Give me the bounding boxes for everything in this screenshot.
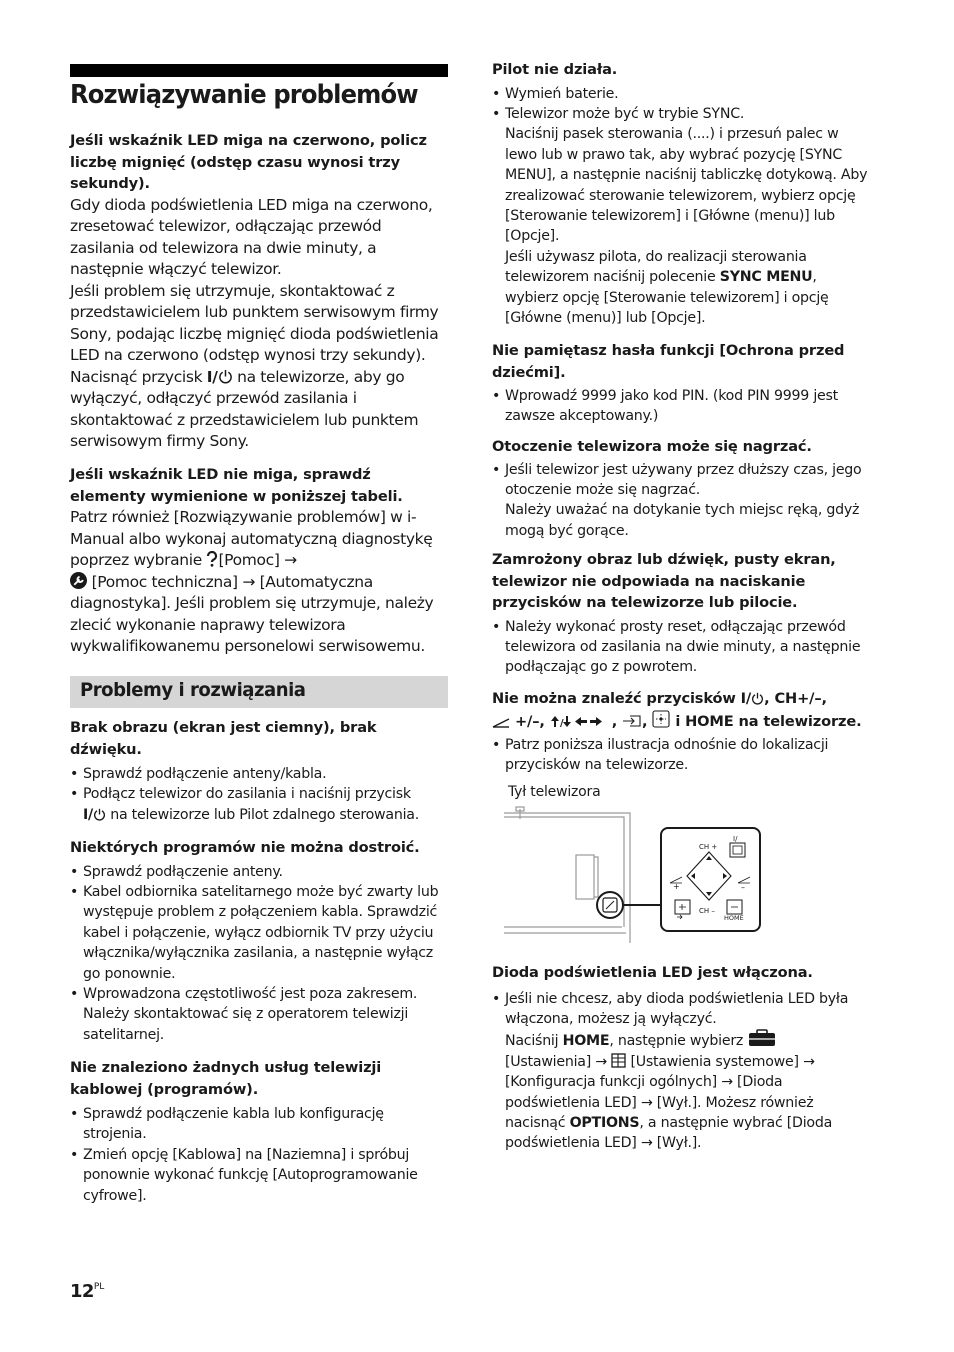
problem-heading: Dioda podświetlenia LED jest włączona. <box>492 964 813 981</box>
problem-freeze <box>492 549 874 678</box>
vol-plus-label: + <box>673 882 680 891</box>
arrow: → <box>284 551 297 569</box>
bullet-subtext <box>505 247 874 329</box>
arrows-icon <box>550 715 612 728</box>
arrow: → <box>640 1094 653 1111</box>
intro-p2-end: [Automatyczna diagnostyka]. Jeśli problem się utrzymuje, należy zlecić wykonanie naprawy telewizora wykwalifikowanemu personelowi serwisowemu. <box>70 572 434 655</box>
tv-rear-diagram <box>504 805 764 947</box>
problem-pin <box>492 340 874 427</box>
problem-no-picture <box>70 717 450 825</box>
page-number-value: 12 <box>70 1281 94 1302</box>
text: [Ustawienia systemowe] <box>630 1053 799 1070</box>
page-number <box>70 1281 104 1302</box>
power-symbol: I/ <box>206 367 218 386</box>
power-symbol: I/ <box>740 690 752 707</box>
text: [Wył.]. <box>656 1135 702 1152</box>
list-item: • Sprawdź podłączenie anteny. <box>70 862 450 882</box>
text: , <box>642 712 648 730</box>
power-icon <box>93 808 106 821</box>
text: i HOME na telewizorze. <box>675 712 862 730</box>
section-title: Problemy i rozwiązania <box>80 679 306 701</box>
list-item: • Sprawdź podłączenie anteny/kabla. <box>70 764 450 784</box>
problem-heading: Niektórych programów nie można dostroić. <box>70 839 420 856</box>
bullet-list <box>492 460 874 542</box>
volume-icon <box>492 716 510 728</box>
support-label: [Pomoc techniczna] <box>91 572 238 591</box>
bullet-text: Telewizor może być w trybie SYNC. <box>505 105 745 122</box>
vol-minus-label: – <box>741 883 745 892</box>
power-icon <box>751 692 764 705</box>
problem-heading: Nie znaleziono żadnych usług telewizji kablowej (programów). <box>70 1059 382 1098</box>
tv-outline <box>504 807 630 943</box>
intro-paragraph-2 <box>70 507 450 658</box>
text: [Ustawienia] <box>505 1053 592 1070</box>
list-item: • Wymień baterie. <box>492 84 874 104</box>
text: Naciśnij <box>505 1033 559 1050</box>
problem-heading <box>492 688 882 732</box>
intro-led-not-blinking <box>70 464 450 658</box>
bullet-list <box>492 735 874 776</box>
bullet-list <box>492 989 874 1154</box>
intro-paragraph-1b <box>70 281 450 453</box>
power-icon <box>218 369 233 384</box>
bullet-list <box>70 764 450 825</box>
title-bar-rule <box>70 64 448 77</box>
list-item: • Należy wykonać prosty reset, odłączając przewód telewizora od zasilania na dwie minuty, a następnie podłączając go z powrotem. <box>492 617 874 678</box>
page-title: Rozwiązywanie problemów <box>70 80 418 110</box>
list-item <box>492 104 874 328</box>
arrow: → <box>803 1053 815 1070</box>
page-lang: PL <box>93 1282 105 1292</box>
text: +/–, <box>514 712 545 730</box>
arrow: → <box>242 572 255 591</box>
list-item <box>70 784 450 825</box>
intro-paragraph-1a: Gdy dioda podświetlenia LED miga na czerwono, zresetować telewizor, odłączając przewód zasilania od telewizora na dwie minuty, a następnie włączyć telewizor. <box>70 195 433 278</box>
list-item: • Zmień opcję [Kablowa] na [Naziemna] i spróbuj ponownie wykonać funkcję [Autoprogramowanie cyfrowe]. <box>70 1145 450 1206</box>
system-settings-icon <box>611 1053 626 1068</box>
list-item <box>492 989 874 1154</box>
arrow: → <box>595 1053 607 1070</box>
list-item: • Wprowadzona częstotliwość jest poza zakresem. Należy skontaktować się z operatorem telewizji satelitarnej. <box>70 984 450 1045</box>
options-key-label: OPTIONS <box>569 1114 640 1131</box>
home-key-label: HOME <box>562 1033 610 1050</box>
text: Nie można znaleźć przycisków <box>492 690 736 707</box>
bullet-text: Jeśli nie chcesz, aby dioda podświetlenia LED była włączona, możesz ją wyłączyć. <box>505 990 849 1027</box>
list-item: • Wprowadź 9999 jako kod PIN. (kod PIN 9999 jest zawsze akceptowany.) <box>492 386 874 427</box>
bullet-text: Podłącz telewizor do zasilania i naciśnij przycisk <box>83 786 411 803</box>
home-button-icon <box>652 710 670 728</box>
intro-text: Jeśli problem się utrzymuje, skontaktować z przedstawicielem lub punktem serwisowym firmy Sony, podając liczbę mignięć dioda podświetlenia LED na czerwono (odstęp wynosi trzy sekundy). Nacisnąć przycisk <box>70 281 439 386</box>
list-item: • Kabel odbiornika satelitarnego może być zwarty lub występuje problem z połączeniem kabla. Sprawdzić kabel i połączenie, wyłącz odbiornik TV przy użyciu włącznika/wyłącznika zasilania, a następnie wyłącz go ponownie. <box>70 882 450 984</box>
bullet-text: na telewizorze lub Pilot zdalnego sterowania. <box>110 806 419 823</box>
problem-led-on <box>492 962 874 1154</box>
tv-control-button <box>597 892 661 918</box>
text: Jeśli używasz pilota, do realizacji sterowania telewizorem naciśnij polecenie <box>505 248 807 286</box>
problem-tuning <box>70 837 450 1045</box>
problem-heading: Brak obrazu (ekran jest ciemny), brak dźwięku. <box>70 719 377 758</box>
section-header <box>70 676 448 708</box>
bullet-list <box>70 1104 450 1206</box>
problem-heading: Otoczenie telewizora może się nagrzać. <box>492 438 812 455</box>
list-item: • Sprawdź podłączenie kabla lub konfigurację strojenia. <box>70 1104 450 1145</box>
text: [Wył.]. Możesz również nacisnąć <box>505 1094 814 1131</box>
bullet-subtext: Należy uważać na dotykanie tych miejsc ręką, gdyż mogą być gorące. <box>505 502 860 539</box>
toolbox-icon <box>747 1029 777 1047</box>
text: , następnie wybierz <box>609 1033 744 1050</box>
power-symbol: I/ <box>83 806 93 823</box>
list-item <box>492 460 874 542</box>
problem-heat <box>492 436 874 541</box>
bullet-list <box>492 386 874 427</box>
text: [Dioda podświetlenia LED] <box>505 1074 783 1111</box>
svg-text:/: / <box>559 717 564 728</box>
problem-cable <box>70 1057 450 1206</box>
help-icon <box>206 551 218 567</box>
bullet-subtext <box>505 1029 874 1153</box>
bullet-list <box>492 84 874 329</box>
intro-p2-text: Patrz również [Rozwiązywanie problemów] w i-Manual albo wykonaj automatyczną diagnostykę poprzez wybranie <box>70 508 433 569</box>
home-label: HOME <box>724 914 744 922</box>
intro-led-blinking <box>70 130 450 453</box>
bullet-text: Jeśli telewizor jest używany przez dłuższy czas, jego otoczenie może się nagrzać. <box>505 461 862 498</box>
text: , a następnie wybrać [Dioda podświetlenia LED] <box>505 1114 833 1152</box>
help-label: [Pomoc] <box>218 551 280 569</box>
text: , wybierz opcję [Sterowanie telewizorem] i opcję [Główne (menu)] lub [Opcje]. <box>505 269 829 326</box>
bullet-list <box>492 617 874 678</box>
ch-minus-label: CH – <box>699 907 715 915</box>
arrow: → <box>721 1074 733 1091</box>
problem-remote <box>492 59 874 328</box>
text: , CH+/–, <box>764 690 827 707</box>
list-item: • Patrz poniższa ilustracja odnośnie do lokalizacji przycisków na telewizorze. <box>492 735 874 776</box>
intro-text-c: na telewizorze, aby go wyłączyć, odłączyć przewód zasilania i skontaktować z przedstawicielem lub punktem serwisowym firmy Sony. <box>70 367 419 450</box>
sync-menu-label: SYNC MENU <box>719 269 813 286</box>
ch-plus-label: CH + <box>699 843 718 851</box>
bullet-list <box>70 862 450 1046</box>
text: , <box>611 712 618 730</box>
problem-heading: Pilot nie działa. <box>492 61 618 78</box>
arrow: → <box>640 1135 653 1152</box>
text: [Konfiguracja funkcji ogólnych] <box>505 1074 717 1091</box>
problem-heading: Zamrożony obraz lub dźwięk, pusty ekran, telewizor nie odpowiada na naciskanie przycisków na telewizorze lub pilocie. <box>492 551 836 611</box>
diagram-label: Tył telewizora <box>508 784 601 800</box>
input-icon <box>622 714 642 728</box>
intro-heading-2: Jeśli wskaźnik LED nie miga, sprawdź elementy wymienione w poniższej tabeli. <box>70 466 403 505</box>
support-icon <box>70 572 87 589</box>
problem-buttons <box>492 688 882 776</box>
problem-heading: Nie pamiętasz hasła funkcji [Ochrona przed dziećmi]. <box>492 342 845 381</box>
power-label: I/ <box>733 835 738 843</box>
control-panel-enlarged <box>661 828 760 931</box>
intro-heading-1: Jeśli wskaźnik LED miga na czerwono, policz liczbę mignięć (odstęp czasu wynosi trzy sekundy). <box>70 132 427 192</box>
bullet-subtext: Naciśnij pasek sterowania (....) i przesuń palec w lewo lub w prawo tak, aby wybrać pozycję [SYNC MENU], a następnie naciśnij tabliczkę dotykową. Aby zrealizować sterowanie telewizorem, wybierz opcję [Sterowanie telewizorem] i [Główne (menu)] lub [Opcje]. <box>505 126 868 245</box>
